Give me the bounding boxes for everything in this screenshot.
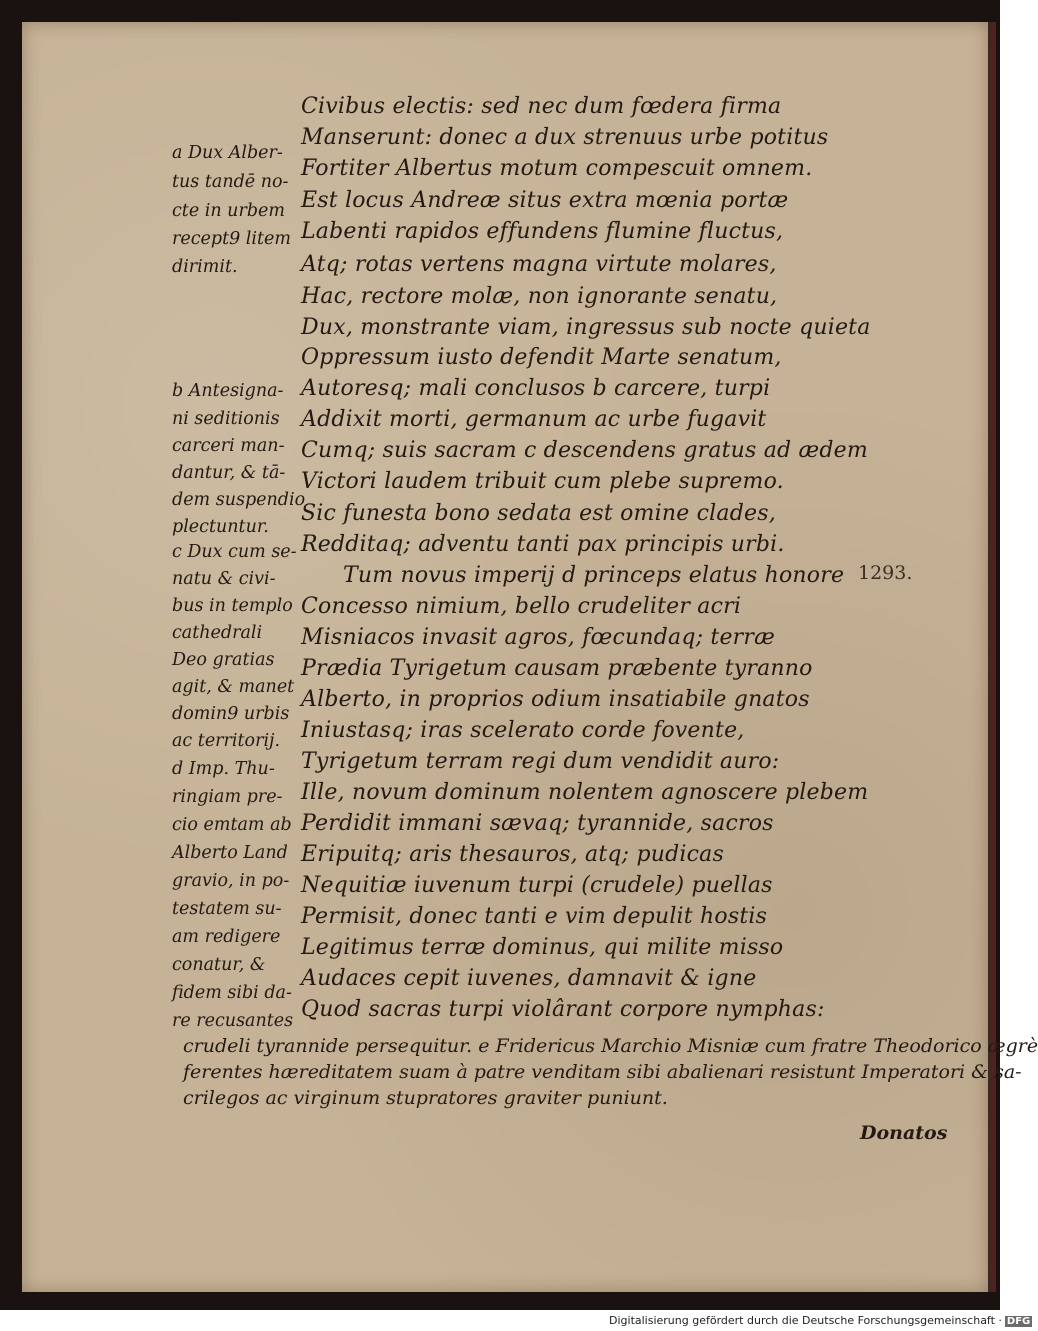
verse-line: Quod sacras turpi violârant corpore nymphas: (301, 997, 825, 1022)
verse-line: Labenti rapidos effundens flumine fluctus, (301, 219, 784, 244)
verse-line: Est locus Andreæ situs extra mœnia portæ (301, 188, 789, 213)
marginal-note-line: cte in urbem (172, 201, 285, 221)
verse-line: Autoresq; mali conclusos b carcere, turpi (301, 376, 771, 401)
note-line: crudeli tyrannide persequitur. e Fridericus Marchio Misniæ cum fratre Theodorico ægrè (183, 1035, 1038, 1057)
marginal-note-line: c Dux cum se- (172, 542, 297, 562)
verse-line: Eripuitq; aris thesauros, atq; pudicas (301, 842, 724, 867)
year-marker: 1293. (858, 562, 913, 584)
verse-line: Redditaq; adventu tanti pax principis urbi. (301, 532, 785, 557)
marginal-note-line: d Imp. Thu- (172, 759, 275, 779)
verse-line: Tum novus imperij d princeps elatus honore (343, 563, 845, 588)
note-line: crilegos ac virginum stupratores graviter puniunt. (183, 1087, 668, 1109)
marginal-note-line: Deo gratias (172, 650, 275, 670)
verse-line: Iniustasq; iras scelerato corde fovente, (301, 718, 745, 743)
verse-line: Concesso nimium, bello crudeliter acri (301, 594, 742, 619)
marginal-note-line: Alberto Land (172, 843, 288, 863)
verse-line: Fortiter Albertus motum compescuit omnem. (301, 156, 813, 181)
verse-line: Atq; rotas vertens magna virtute molares, (301, 252, 777, 277)
verse-line: Oppressum iusto defendit Marte senatum, (301, 345, 782, 370)
note-line: ferentes hæreditatem suam à patre venditam sibi abalienari resistunt Imperatori & sa- (183, 1061, 1022, 1083)
marginal-note-line: dem suspendio (172, 490, 306, 510)
marginal-note-line: b Antesigna- (172, 381, 284, 401)
marginal-note-line: dirimit. (172, 257, 238, 277)
marginal-note-line: ni seditionis (172, 409, 280, 429)
marginal-note-line: agit, & manet (172, 677, 295, 697)
marginal-note-line: cathedrali (172, 623, 263, 643)
marginal-note-line: domin9 urbis (172, 704, 290, 724)
verse-line: Victori laudem tribuit cum plebe supremo. (301, 469, 784, 494)
marginal-note-line: cio emtam ab (172, 815, 292, 835)
footer-text: Digitalisierung gefördert durch die Deutsche Forschungsgemeinschaft · (609, 1314, 1002, 1327)
marginal-note-line: testatem su- (172, 899, 282, 919)
dfg-logo: DFG (1006, 1316, 1031, 1327)
marginal-note-line: re recusantes (172, 1011, 294, 1031)
verse-line: Perdidit immani sævaq; tyrannide, sacros (301, 811, 774, 836)
book-edge (988, 22, 996, 1292)
footer-credit (609, 1314, 1031, 1327)
verse-line: Dux, monstrante viam, ingressus sub nocte quieta (301, 315, 871, 340)
verse-line: Alberto, in proprios odium insatiabile gnatos (301, 687, 810, 712)
marginal-note-line: a Dux Alber- (172, 143, 283, 163)
marginal-note-line: plectuntur. (172, 517, 269, 537)
marginal-note-line: carceri man- (172, 436, 285, 456)
verse-line: Hac, rectore molæ, non ignorante senatu, (301, 284, 778, 309)
verse-line: Tyrigetum terram regi dum vendidit auro: (301, 749, 780, 774)
marginal-note-line: recept9 litem (172, 229, 291, 249)
marginal-note-line: am redigere (172, 927, 281, 947)
marginal-note-line: conatur, & (172, 955, 266, 975)
marginal-note-line: dantur, & tā- (172, 463, 286, 483)
marginal-note-line: ringiam pre- (172, 787, 283, 807)
verse-line: Prædia Tyrigetum causam præbente tyranno (301, 656, 813, 681)
marginal-note-line: gravio, in po- (172, 871, 290, 891)
verse-line: Sic funesta bono sedata est omine clades, (301, 501, 776, 526)
verse-line: Nequitiæ iuvenum turpi (crudele) puellas (301, 873, 773, 898)
verse-line: Legitimus terræ dominus, qui milite misso (301, 935, 784, 960)
verse-line: Misniacos invasit agros, fœcundaq; terræ (301, 625, 775, 650)
verse-line: Cumq; suis sacram c descendens gratus ad ædem (301, 438, 868, 463)
verse-line: Manserunt: donec a dux strenuus urbe potitus (301, 125, 829, 150)
verse-line: Audaces cepit iuvenes, damnavit & igne (301, 966, 757, 991)
verse-line: Permisit, donec tanti e vim depulit hostis (301, 904, 768, 929)
marginal-note-line: bus in templo (172, 596, 293, 616)
marginal-note-line: ac territorij. (172, 731, 281, 751)
verse-line: Addixit morti, germanum ac urbe fugavit (301, 407, 767, 432)
marginal-note-line: natu & civi- (172, 569, 276, 589)
marginal-note-line: tus tandē no- (172, 172, 289, 192)
catchword: Donatos (860, 1122, 948, 1144)
verse-line: Ille, novum dominum nolentem agnoscere plebem (301, 780, 869, 805)
marginal-note-line: fidem sibi da- (172, 983, 292, 1003)
verse-line: Civibus electis: sed nec dum fœdera firma (301, 94, 782, 119)
